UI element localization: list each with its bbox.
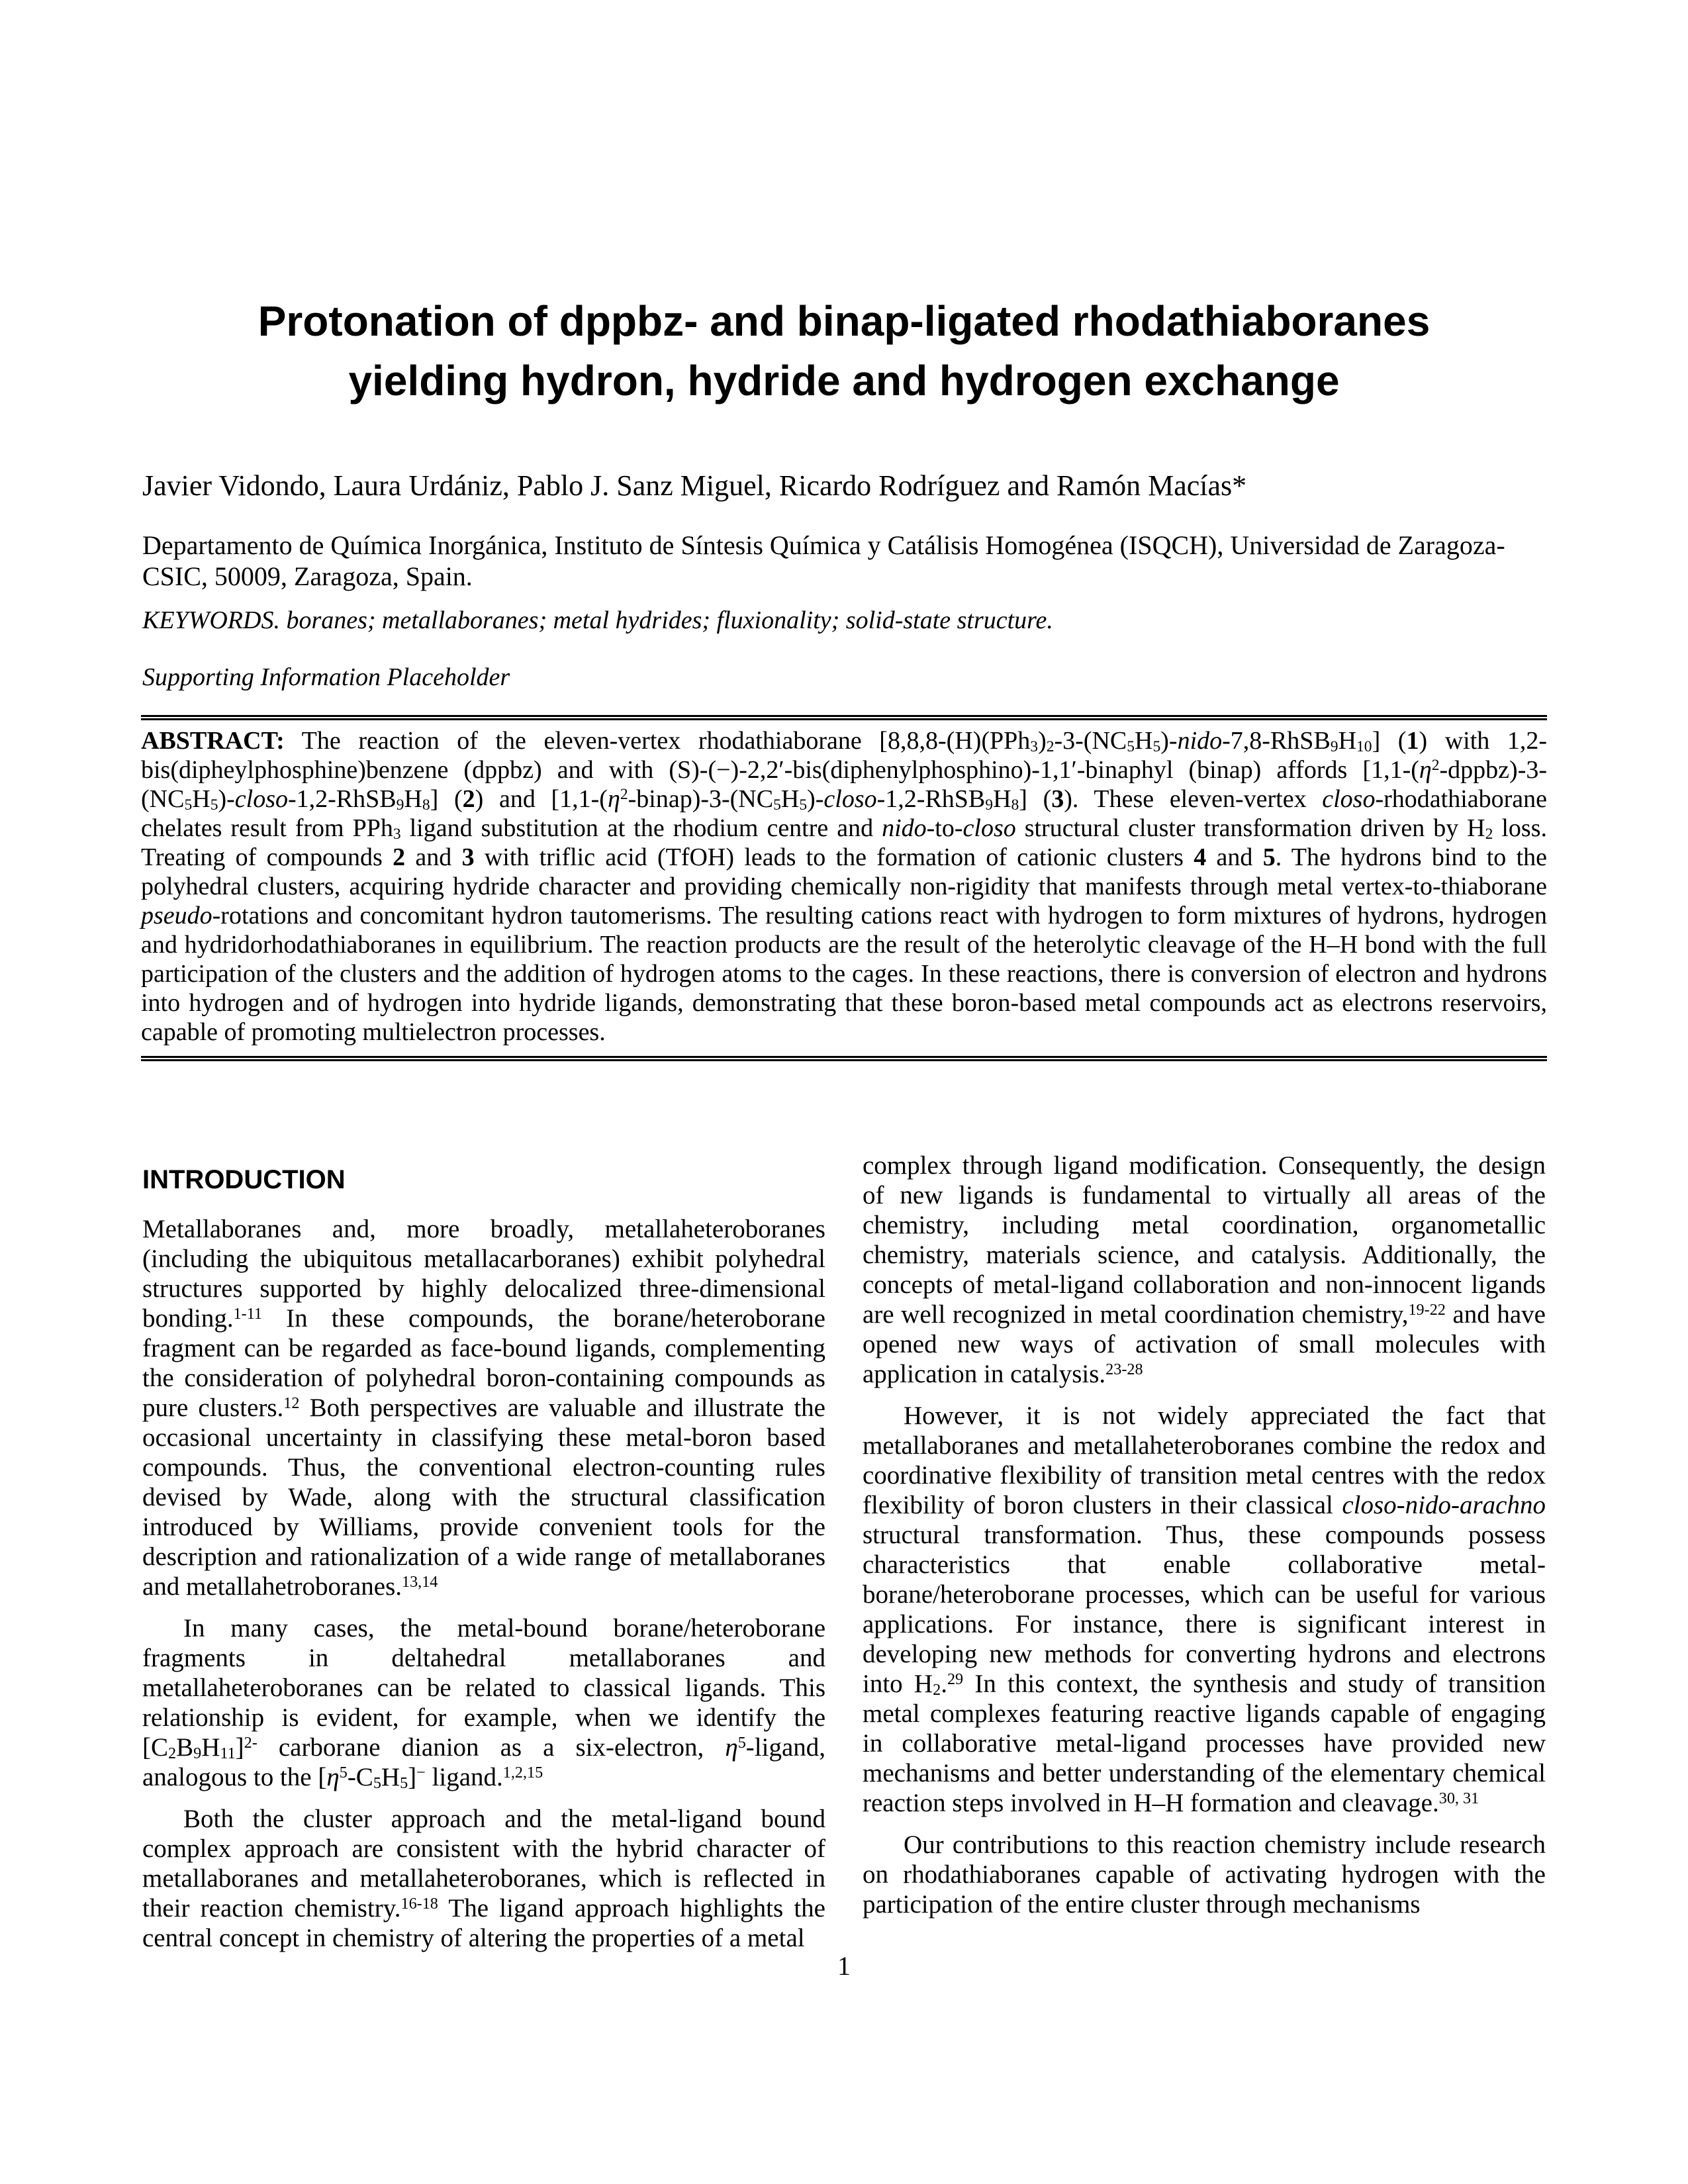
supporting-information-note: Supporting Information Placeholder — [142, 663, 510, 691]
paper-title — [0, 291, 1688, 410]
left-column — [142, 1151, 825, 1965]
keywords-line: KEYWORDS. boranes; metallaboranes; metal hydrides; fluxionality; solid-state structure. — [142, 606, 1053, 634]
paper-title-line-1: Protonation of dppbz- and binap-ligated rhodathiaboranes — [258, 297, 1430, 345]
two-column-body — [142, 1151, 1546, 1965]
paper-title-line-2: yielding hydron, hydride and hydrogen exchange — [348, 357, 1340, 404]
intro-right-paragraph-1: complex through ligand modification. Consequently, the design of new ligands is fundamental to virtually all areas of the chemistry, including metal coordination, organometallic chemistry, materials science, and catalysis. Additionally, the concepts of metal-ligand collaboration and non-innocent ligands are well recognized in metal coordination chemistry,$^{19-22}$ and have opened new ways of activation of small molecules with application in catalysis.$^{23-28}$ — [863, 1151, 1546, 1388]
intro-left-paragraph-1: Metallaboranes and, more broadly, metallaheteroboranes (including the ubiquitous metallacarboranes) exhibit polyhedral structures supported by highly delocalized three-dimensional bonding.$^{1-11}$ In these compounds, the borane/heteroborane fragment can be regarded as face-bound ligands, complementing the consideration of polyhedral boron-containing compounds as pure clusters.$^{12}$ Both perspectives are valuable and illustrate the occasional uncertainty in classifying these metal-boron based compounds. Thus, the conventional electron-counting rules devised by Wade, along with the structural classification introduced by Williams, provide convenient tools for the description and rationalization of a wide range of metallaboranes and metallahetroboranes.$^{13,14}$ — [142, 1215, 825, 1601]
abstract-text — [141, 726, 1547, 1047]
page-number: 1 — [837, 1951, 851, 1981]
introduction-heading: INTRODUCTION — [142, 1165, 346, 1194]
authors-line: Javier Vidondo, Laura Urdániz, Pablo J. Sanz Miguel, Ricardo Rodríguez and Ramón Macías* — [142, 469, 1247, 502]
intro-right-paragraph-2: However, it is not widely appreciated the fact that metallaboranes and metallaheteroboranes combine the redox and coordinative flexibility of transition metal centres with the redox flexibility of boron clusters in their classical closo-nido-arachno structural transformation. Thus, these compounds possess characteristics that enable collaborative metal-borane/heteroborane processes, which can be useful for various applications. For instance, there is significant interest in developing new methods for converting hydrons and electrons into $H_2.^{29}$ In this context, the synthesis and study of transition metal complexes featuring reactive ligands capable of engaging in collaborative metal-ligand processes have provided new mechanisms and better understanding of the elementary chemical reaction steps involved in H–H formation and cleavage.$^{30, 31}$ — [863, 1401, 1546, 1817]
intro-left-paragraph-2: In many cases, the metal-bound borane/heteroborane fragments in deltahedral metallaboranes and metallaheteroboranes can be related to classical ligands. This relationship is evident, for example, when we identify the $[C_2B_9H_{11}]^{2-}$ carborane dianion as a six-electron, $\eta^5$-ligand, analogous to the $[\eta^5-C_5H_5]^-$ ligand.$^{1,2,15}$ — [142, 1614, 825, 1793]
intro-left-paragraph-3: Both the cluster approach and the metal-ligand bound complex approach are consistent with the hybrid character of metallaboranes and metallaheteroboranes, which is reflected in their reaction chemistry.$^{16-18}$ The ligand approach highlights the central concept in chemistry of altering the properties of a metal — [142, 1805, 825, 1952]
abstract-label: ABSTRACT: — [141, 727, 285, 755]
affiliation-line: Departamento de Química Inorgánica, Instituto de Síntesis Química y Catálisis Homogénea (ISQCH), Universidad de Zaragoza-CSIC, 50009, Zaragoza, Spain. — [142, 530, 1505, 591]
intro-right-paragraph-3: Our contributions to this reaction chemistry include research on rhodathiaboranes capable of activating hydrogen with the participation of the entire cluster through mechanisms — [863, 1830, 1546, 1919]
abstract-section — [141, 715, 1547, 1061]
right-column — [863, 1151, 1546, 1965]
abstract-body: The reaction of the eleven-vertex rhodathiaborane $[8,8,8-(H)(PPh_3)_2-3-(NC_5H_5)-nido-7,8-RhSB_9H_{10}]$ (1) with 1,2-bis(dipheylphosphine)benzene (dppbz) and with (S)-(−)-2,2′-bis(diphenylphosphino)-1,1′-binaphyl (binap) affords $[1,1-(\eta^2-dppbz)-3-(NC_5H_5)-closo-1,2-RhSB_9H_8]$ (2) and $[1,1-(\eta^2-binap)-3-(NC_5H_5)-closo-1,2-RhSB_9H_8]$ (3). These eleven-vertex closo-rhodathiaborane chelates result from PPh$_3$ ligand substitution at the rhodium centre and nido-to-closo structural cluster transformation driven by $H_2$ loss. Treating of compounds 2 and 3 with triflic acid (TfOH) leads to the formation of cationic clusters 4 and 5. The hydrons bind to the polyhedral clusters, acquiring hydride character and providing chemically non-rigidity that manifests through metal vertex-to-thiaborane pseudo-rotations and concomitant hydron tautomerisms. The resulting cations react with hydrogen to form mixtures of hydrons, hydrogen and hydridorhodathiaboranes in equilibrium. The reaction products are the result of the heterolytic cleavage of the H–H bond with the full participation of the clusters and the addition of hydrogen atoms to the cages. In these reactions, there is conversion of electron and hydrons into hydrogen and of hydrogen into hydride ligands, demonstrating that these boron-based metal compounds act as electrons reservoirs, capable of promoting multielectron processes. — [141, 727, 1548, 1046]
